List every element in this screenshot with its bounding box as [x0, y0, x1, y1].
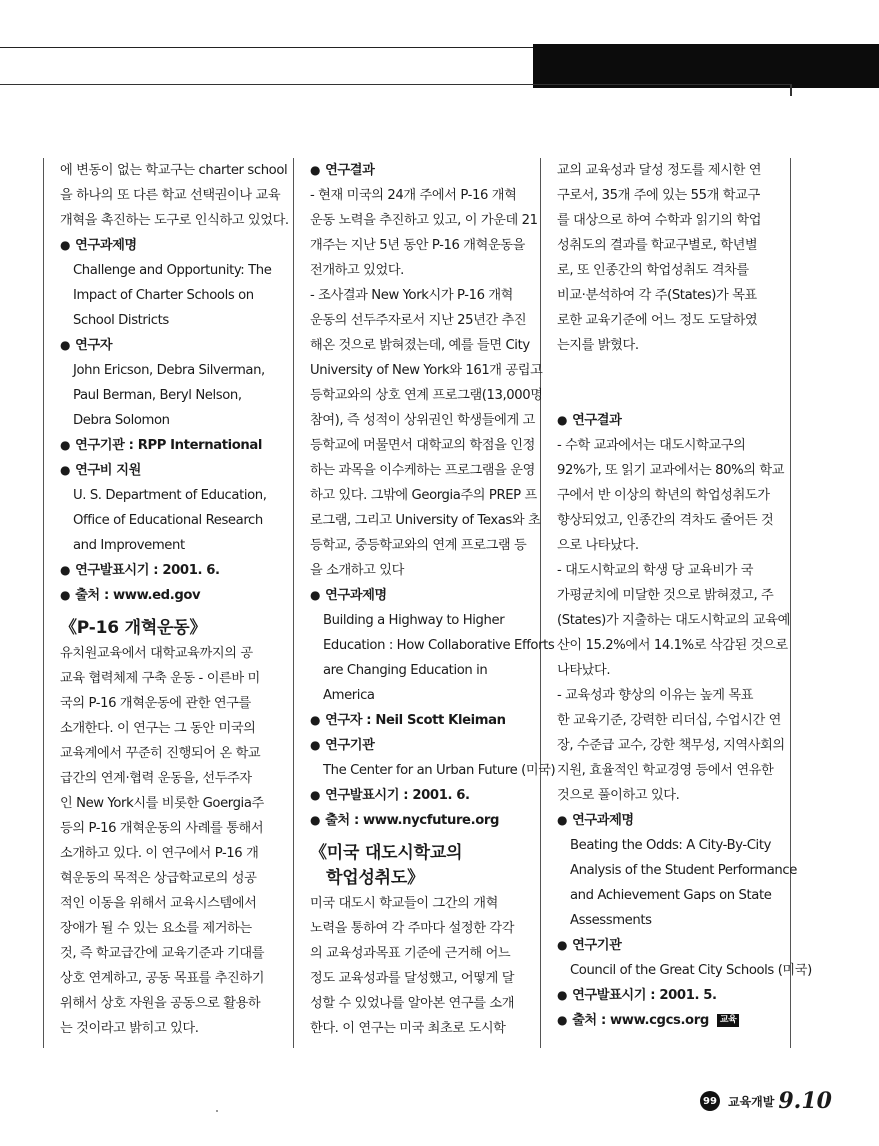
line-text: 가평균치에 미달한 것으로 밝혀졌고, 주 [557, 588, 774, 603]
line-text: Debra Solomon [73, 413, 170, 428]
text-line [310, 383, 543, 408]
line-text: University of New York와 161개 공립고 [310, 363, 543, 378]
line-text: (States)가 지출하는 대도시학교의 교육예 [557, 613, 790, 628]
line-text: 을 하나의 또 다른 학교 선택권이나 교육 [60, 188, 281, 203]
line-text: 개주는 지난 5년 동안 P-16 개혁운동을 [310, 238, 525, 253]
line-text: 성취도의 결과를 학교구별로, 학년별 [557, 238, 758, 253]
bullet-heading [557, 408, 771, 433]
line-text: 에 변동이 없는 학교구는 charter school [60, 163, 288, 178]
end-mark-badge: 교육 [717, 1014, 740, 1027]
text-line [60, 741, 274, 766]
spacer [557, 358, 771, 383]
line-text: - 대도시학교의 학생 당 교육비가 국 [557, 563, 754, 578]
text-line [60, 408, 274, 433]
line-text: - 현재 미국의 24개 주에서 P-16 개혁 [310, 188, 517, 203]
text-line [557, 758, 774, 783]
line-text: 지원, 효율적인 학교경영 등에서 연유한 [557, 763, 774, 778]
line-text: 를 대상으로 하여 수학과 읽기의 학업 [557, 213, 762, 228]
text-line [557, 208, 771, 233]
line-text: 연구자 [75, 338, 113, 353]
line-text: 출처 : www.nycfuture.org [325, 813, 500, 828]
line-text: 성할 수 있었나를 알아본 연구를 소개 [310, 996, 515, 1011]
bullet-heading [310, 708, 524, 733]
text-column-3 [557, 158, 812, 1033]
column-rule-2 [540, 158, 541, 1048]
text-column-2 [310, 158, 556, 1041]
line-text: Impact of Charter Schools on [73, 288, 254, 303]
bullet-heading [310, 783, 524, 808]
magazine-name: 교육개발 [728, 1094, 775, 1109]
line-text: 의 교육성과목표 기준에 근거해 어느 [310, 946, 511, 961]
line-text: and Achievement Gaps on State [570, 888, 772, 903]
line-text: The Center for an Urban Future (미국) [323, 763, 556, 778]
line-text: 연구기관 [572, 938, 622, 953]
line-text: 연구비 지원 [75, 463, 141, 478]
line-text: 국의 P-16 개혁운동에 관한 연구를 [60, 696, 251, 711]
line-text: U. S. Department of Education, [73, 488, 267, 503]
line-text: 소개하고 있다. 이 연구에서 P-16 개 [60, 846, 259, 861]
line-text: 학업성취도》 [326, 868, 424, 888]
line-text: 교육 협력체제 구축 운동 - 이른바 미 [60, 671, 260, 686]
text-line [557, 858, 797, 883]
line-text: 출처 : www.ed.gov [75, 588, 201, 603]
text-line [310, 408, 535, 433]
line-text: 운동 노력을 추진하고 있고, 이 가운데 21 [310, 213, 538, 228]
bullet-heading [60, 558, 274, 583]
text-line [557, 233, 771, 258]
line-text: 구에서 반 이상의 학년의 학업성취도가 [557, 488, 770, 503]
text-line [310, 533, 527, 558]
line-text: 장, 수준급 교수, 강한 책무성, 지역사회의 [557, 738, 785, 753]
line-text: 향상되었고, 인종간의 격차도 줄어든 것 [557, 513, 774, 528]
line-text: 는지를 밝혔다. [557, 338, 639, 353]
text-line [310, 358, 543, 383]
section-heading [60, 616, 274, 641]
text-line [60, 866, 274, 891]
header-rule-tick [790, 84, 792, 96]
text-line [310, 208, 538, 233]
text-line [60, 691, 274, 716]
line-text: 급간의 연계·협력 운동을, 선두주자 [60, 771, 252, 786]
text-line [310, 433, 535, 458]
text-line [557, 583, 774, 608]
line-text: 것으로 풀이하고 있다. [557, 788, 680, 803]
text-line [310, 683, 524, 708]
line-text: John Ericson, Debra Silverman, [73, 363, 265, 378]
line-text: 전개하고 있었다. [310, 263, 404, 278]
text-line [60, 841, 274, 866]
line-text: 등학교에 머물면서 대학교의 학점을 인정 [310, 438, 535, 453]
line-text: 을 소개하고 있다 [310, 563, 404, 578]
section-heading [310, 841, 524, 866]
line-text: 로, 또 인종간의 학업성취도 격차를 [557, 263, 749, 278]
line-text: Analysis of the Student Performance [570, 863, 797, 878]
text-line [60, 891, 274, 916]
line-text: 혁운동의 목적은 상급학교로의 성공 [60, 871, 257, 886]
text-line [310, 758, 556, 783]
text-line [557, 683, 771, 708]
page-footer [700, 1086, 832, 1116]
column-rule-1 [293, 158, 294, 1048]
bullet-heading [60, 583, 274, 608]
bullet-heading [557, 983, 771, 1008]
line-text: 정도 교육성과를 달성했고, 어떻게 달 [310, 971, 515, 986]
line-text: 소개한다. 이 연구는 그 동안 미국의 [60, 721, 256, 736]
text-line [557, 558, 771, 583]
page-mark [216, 1110, 218, 1112]
text-line [557, 433, 771, 458]
line-text: 등학교와의 상호 연계 프로그램(13,000명 [310, 388, 543, 403]
text-line [60, 158, 288, 183]
text-line [60, 283, 274, 308]
text-line [310, 508, 541, 533]
line-text: 비교·분석하여 각 주(States)가 목표 [557, 288, 757, 303]
line-text: are Changing Education in [323, 663, 488, 678]
text-line [557, 483, 771, 508]
bullet-heading [557, 933, 771, 958]
text-line [557, 308, 771, 333]
issue-number: 9.10 [778, 1088, 832, 1114]
text-line [60, 258, 274, 283]
line-text: 하고 있다. 그밖에 Georgia주의 PREP 프 [310, 488, 537, 503]
line-text: 참여), 즉 성적이 상위권인 학생들에게 고 [310, 413, 535, 428]
text-line [60, 508, 274, 533]
text-column-1 [60, 158, 289, 1041]
bullet-heading [557, 1008, 771, 1033]
text-line [310, 458, 535, 483]
text-line [60, 308, 274, 333]
line-text: Education : How Collaborative Efforts [323, 638, 555, 653]
bullet-heading [557, 808, 771, 833]
line-text: 는 것이라고 밝히고 있다. [60, 1021, 199, 1036]
line-text: 출처 : www.cgcs.org [572, 1013, 709, 1028]
line-text: Building a Highway to Higher [323, 613, 505, 628]
text-line [557, 258, 771, 283]
bullet-heading [310, 733, 524, 758]
line-text: 연구기관 : RPP International [75, 438, 262, 453]
line-text: 연구발표시기 : 2001. 6. [325, 788, 470, 803]
line-text: 연구기관 [325, 738, 375, 753]
text-line [557, 608, 790, 633]
bullet-heading [310, 583, 524, 608]
line-text: 연구결과 [325, 163, 375, 178]
line-text: 한 교육기준, 강력한 리더십, 수업시간 연 [557, 713, 781, 728]
line-text: 운동의 선두주자로서 지난 25년간 추진 [310, 313, 527, 328]
line-text: 연구자 : Neil Scott Kleiman [325, 713, 506, 728]
line-text: 장애가 될 수 있는 요소를 제거하는 [60, 921, 252, 936]
line-text: 해온 것으로 밝혀졌는데, 예를 들면 City [310, 338, 530, 353]
line-text: 것, 즉 학교급간에 교육기준과 기대를 [60, 946, 265, 961]
text-line [557, 658, 771, 683]
line-text: 나타났다. [557, 663, 611, 678]
text-line [60, 208, 289, 233]
line-text: 92%가, 또 읽기 교과에서는 80%의 학교 [557, 463, 785, 478]
text-line [557, 333, 771, 358]
line-text: 상호 연계하고, 공동 목표를 추진하기 [60, 971, 265, 986]
line-text: 로한 교육기준에 어느 정도 도달하였 [557, 313, 758, 328]
text-line [310, 941, 524, 966]
text-line [60, 916, 274, 941]
text-line [60, 358, 274, 383]
text-line [557, 158, 771, 183]
line-text: 연구과제명 [75, 238, 137, 253]
line-text: America [323, 688, 375, 703]
header-black-bar [533, 44, 879, 88]
text-line [60, 483, 274, 508]
page-number-badge: 99 [700, 1091, 720, 1111]
text-line [310, 483, 537, 508]
text-line [310, 233, 524, 258]
line-text: School Districts [73, 313, 169, 328]
text-line [310, 558, 524, 583]
text-line [310, 916, 524, 941]
line-text: 개혁을 촉진하는 도구로 인식하고 있었다. [60, 213, 289, 228]
text-line [60, 941, 274, 966]
line-text: Challenge and Opportunity: The [73, 263, 272, 278]
line-text: Paul Berman, Beryl Nelson, [73, 388, 242, 403]
line-text: Assessments [570, 913, 652, 928]
text-line [310, 283, 524, 308]
text-line [60, 533, 274, 558]
line-text: 연구발표시기 : 2001. 6. [75, 563, 220, 578]
text-line [557, 508, 774, 533]
line-text: 연구과제명 [572, 813, 634, 828]
text-line [60, 183, 281, 208]
section-heading [310, 866, 524, 891]
spacer [557, 383, 771, 408]
text-line [557, 708, 781, 733]
text-line [310, 183, 524, 208]
line-text: - 조사결과 New York시가 P-16 개혁 [310, 288, 514, 303]
text-line [310, 608, 524, 633]
line-text: Office of Educational Research [73, 513, 263, 528]
text-line [557, 533, 771, 558]
line-text: 노력을 통하여 각 주마다 설정한 각각 [310, 921, 515, 936]
line-text: 위해서 상호 자원을 공동으로 활용하 [60, 996, 261, 1011]
text-line [60, 383, 274, 408]
text-line [310, 966, 524, 991]
bullet-heading [60, 433, 274, 458]
line-text: 적인 이동을 위해서 교육시스템에서 [60, 896, 257, 911]
line-text: 연구결과 [572, 413, 622, 428]
text-line [557, 633, 788, 658]
line-text: 등의 P-16 개혁운동의 사례를 통해서 [60, 821, 264, 836]
text-line [310, 991, 524, 1016]
text-line [310, 308, 527, 333]
line-text: 으로 나타났다. [557, 538, 639, 553]
text-line [557, 183, 771, 208]
text-line [60, 716, 274, 741]
text-line [60, 641, 274, 666]
text-line [60, 966, 274, 991]
line-text: 인 New York시를 비롯한 Goergia주 [60, 796, 264, 811]
line-text: 교육계에서 꾸준히 진행되어 온 학교 [60, 746, 261, 761]
line-text: 한다. 이 연구는 미국 최초로 도시학 [310, 1021, 506, 1036]
text-line [557, 958, 812, 983]
text-line [60, 1016, 274, 1041]
text-line [60, 791, 274, 816]
text-line [557, 833, 771, 858]
bullet-heading [60, 333, 274, 358]
text-line [557, 883, 771, 908]
text-line [557, 783, 771, 808]
line-text: 《P-16 개혁운동》 [60, 618, 207, 638]
line-text: Beating the Odds: A City-By-City [570, 838, 772, 853]
line-text: 연구과제명 [325, 588, 387, 603]
line-text: - 수학 교과에서는 대도시학교구의 [557, 438, 746, 453]
text-line [310, 333, 530, 358]
line-text: 미국 대도시 학교들이 그간의 개혁 [310, 896, 498, 911]
column-rule-left [43, 158, 44, 1048]
text-line [557, 458, 785, 483]
text-line [60, 816, 274, 841]
line-text: - 교육성과 향상의 이유는 높게 목표 [557, 688, 754, 703]
text-line [310, 1016, 524, 1041]
line-text: 《미국 대도시학교의 [310, 843, 463, 863]
text-line [310, 658, 524, 683]
text-line [557, 283, 771, 308]
line-text: 구로서, 35개 주에 있는 55개 학교구 [557, 188, 760, 203]
text-line [310, 633, 555, 658]
text-line [60, 991, 274, 1016]
header-rule-lower [0, 84, 790, 85]
bullet-heading [310, 808, 524, 833]
text-line [557, 733, 785, 758]
line-text: 유치원교육에서 대학교육까지의 공 [60, 646, 253, 661]
line-text: 로그램, 그리고 University of Texas와 초 [310, 513, 541, 528]
text-line [310, 891, 524, 916]
line-text: 하는 과목을 이수케하는 프로그램을 운영 [310, 463, 535, 478]
line-text: 산이 15.2%에서 14.1%로 삭감된 것으로 [557, 638, 788, 653]
line-text: 등학교, 중등학교와의 연계 프로그램 등 [310, 538, 527, 553]
text-line [60, 766, 274, 791]
line-text: 교의 교육성과 달성 정도를 제시한 연 [557, 163, 762, 178]
bullet-heading [60, 233, 274, 258]
line-text: Council of the Great City Schools (미국) [570, 963, 812, 978]
text-line [310, 258, 524, 283]
line-text: 연구발표시기 : 2001. 5. [572, 988, 717, 1003]
text-line [60, 666, 274, 691]
text-line [557, 908, 771, 933]
bullet-heading [310, 158, 524, 183]
column-rule-right [790, 158, 791, 1048]
bullet-heading [60, 458, 274, 483]
line-text: and Improvement [73, 538, 185, 553]
